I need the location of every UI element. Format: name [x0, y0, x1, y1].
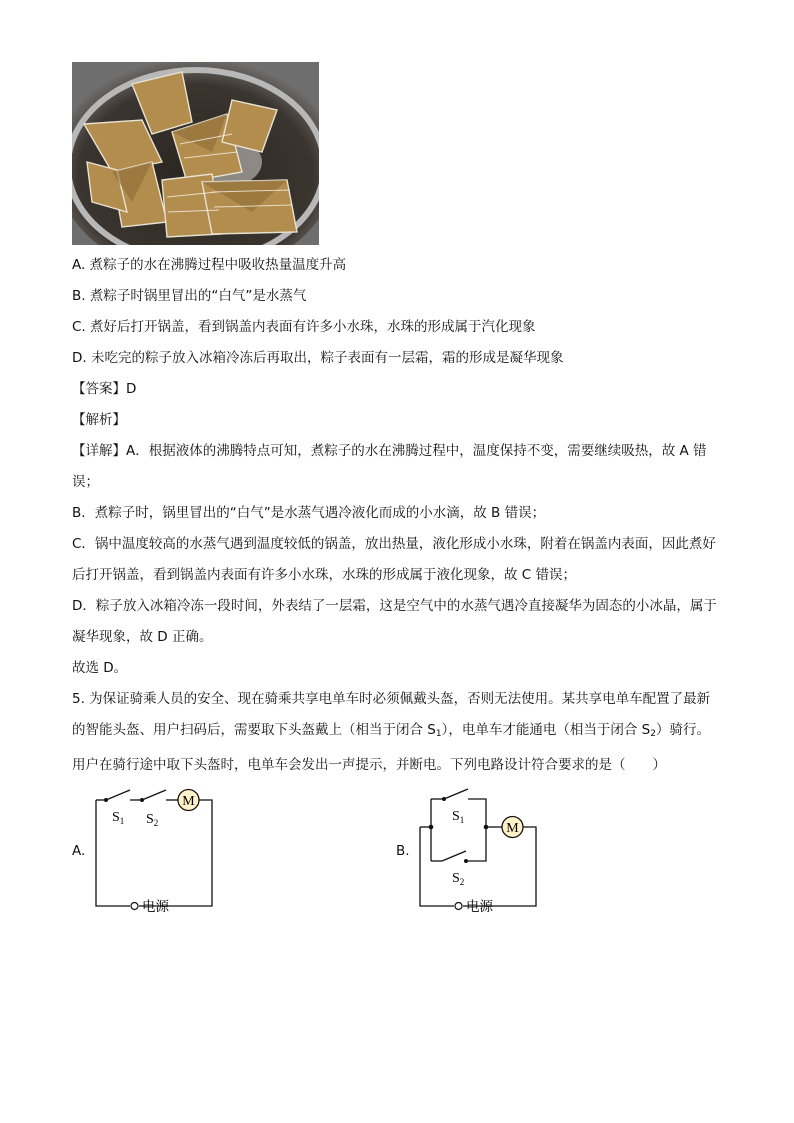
circuit-b-motor-label: M — [506, 821, 519, 836]
option-a: A. 煮粽子的水在沸腾过程中吸收热量温度升高 — [72, 257, 347, 273]
circuit-a-option-label: A. — [72, 843, 86, 859]
q5-sub1: 1 — [435, 729, 442, 739]
q5-sub2: 2 — [650, 729, 656, 739]
explanation-conclusion: 故选 D。 — [72, 660, 128, 676]
circuit-a-motor-label: M — [182, 794, 195, 809]
q5-part2: ），电单车才能通电（相当于闭合 S — [441, 722, 651, 738]
circuit-a-s1-label: $S_1$ — [112, 810, 125, 826]
explanation-c: C．锅中温度较高的水蒸气遇到温度较低的锅盖，放出热量，液化形成小水珠，附着在锅盖内表面，因此煮好后打开锅盖，看到锅盖内表面有许多小水珠，水珠的形成属于液化现象，故 C 错误； — [72, 536, 716, 583]
circuit-a-power-label: 电源 — [142, 899, 169, 915]
explanation-b: B．煮粽子时，锅里冒出的“白气”是水蒸气遇冷液化而成的小水滴，故 B 错误； — [72, 505, 546, 521]
option-c: C. 煮好后打开锅盖，看到锅盖内表面有许多小水珠，水珠的形成属于汽化现象 — [72, 319, 536, 335]
circuit-b-option-label: B. — [396, 843, 410, 859]
explanation-d: D．粽子放入冰箱冷冻一段时间，外表结了一层霜，这是空气中的水蒸气遇冷直接凝华为固态的小冰晶，属于凝华现象，故 D 正确。 — [72, 598, 717, 645]
q5-part3: ）骑行。用户在骑行途中取下头盔时，电单车会发出一声提示，并断电。下列电路设计符合要求的是（ ） — [72, 722, 710, 773]
circuit-b-power-label: 电源 — [466, 899, 493, 915]
option-d: D. 未吃完的粽子放入冰箱冷冻后再取出，粽子表面有一层霜，霜的形成是凝华现象 — [72, 350, 564, 366]
q5-part1: 5. 为保证骑乘人员的安全、现在骑乘共享电单车时必须佩戴头盔，否则无法使用。某共享电单车配置了最新的智能头盔、用户扫码后，需要取下头盔戴上（相当于闭合 S — [72, 691, 711, 738]
analysis-heading: 【解析】 — [72, 412, 126, 428]
option-b: B. 煮粽子时锅里冒出的“白气”是水蒸气 — [72, 288, 307, 304]
explanation-a: 【详解】A．根据液体的沸腾特点可知，煮粽子的水在沸腾过程中，温度保持不变，需要继续吸热，故 A 错误； — [72, 443, 707, 490]
circuit-a-s2-label: $S_2$ — [146, 812, 159, 828]
answer: 【答案】D — [72, 381, 137, 397]
question-5 — [72, 684, 722, 781]
zongzi-pot-photo — [72, 62, 319, 245]
circuit-a-diagram — [90, 785, 220, 915]
circuit-b-s2-label: $S_2$ — [452, 871, 465, 887]
circuit-b-diagram — [414, 785, 544, 915]
circuit-b-s1-label: $S_1$ — [452, 809, 465, 825]
